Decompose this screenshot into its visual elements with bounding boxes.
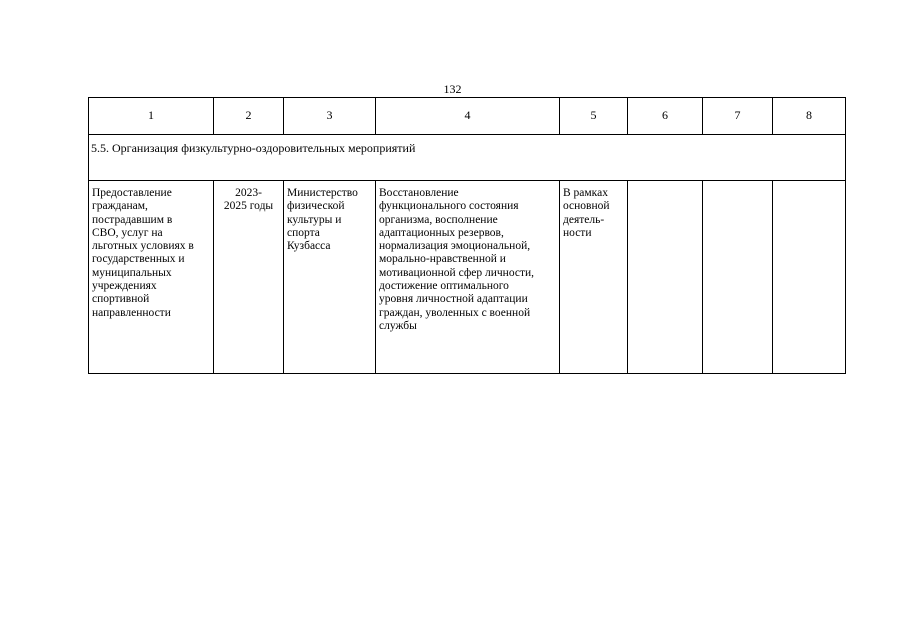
executor-text: Министерство физической культуры и спорта Кузбасса [287,187,358,253]
column-8-cell [773,181,846,374]
column-header-8: 8 [773,98,846,135]
column-header-4: 4 [376,98,560,135]
column-6-cell [628,181,703,374]
result-cell [376,181,560,374]
section-row [89,135,846,181]
activity-text: Предоставление гражданам, пострадавшим в СВО, услуг на льготных условиях в государственных и муниципальных учреждениях спортивной направленности [92,187,194,319]
column-7-cell [703,181,773,374]
page-number: 132 [443,82,462,96]
section-title: 5.5. Организация физкультурно-оздоровительных мероприятий [89,135,846,181]
funding-text: В рамках основной деятель- ности [563,187,610,239]
executor-cell [284,181,376,374]
table-row [89,181,846,374]
activity-cell [89,181,214,374]
column-header-7: 7 [703,98,773,135]
measures-table [88,97,846,374]
result-text: Восстановление функционального состояния организма, восполнение адаптационных резервов, нормализация эмоциональной, морально-нравственной и мотивационной сфер личности, достижение оптимального уровня личностной адаптации граждан, уволенных с военной службы [379,187,535,332]
period-cell [214,181,284,374]
column-header-3: 3 [284,98,376,135]
funding-cell [560,181,628,374]
column-header-5: 5 [560,98,628,135]
column-header-1: 1 [89,98,214,135]
table-header-row [89,98,846,135]
column-header-2: 2 [214,98,284,135]
period-text: 2023- 2025 годы [223,187,274,213]
column-header-6: 6 [628,98,703,135]
